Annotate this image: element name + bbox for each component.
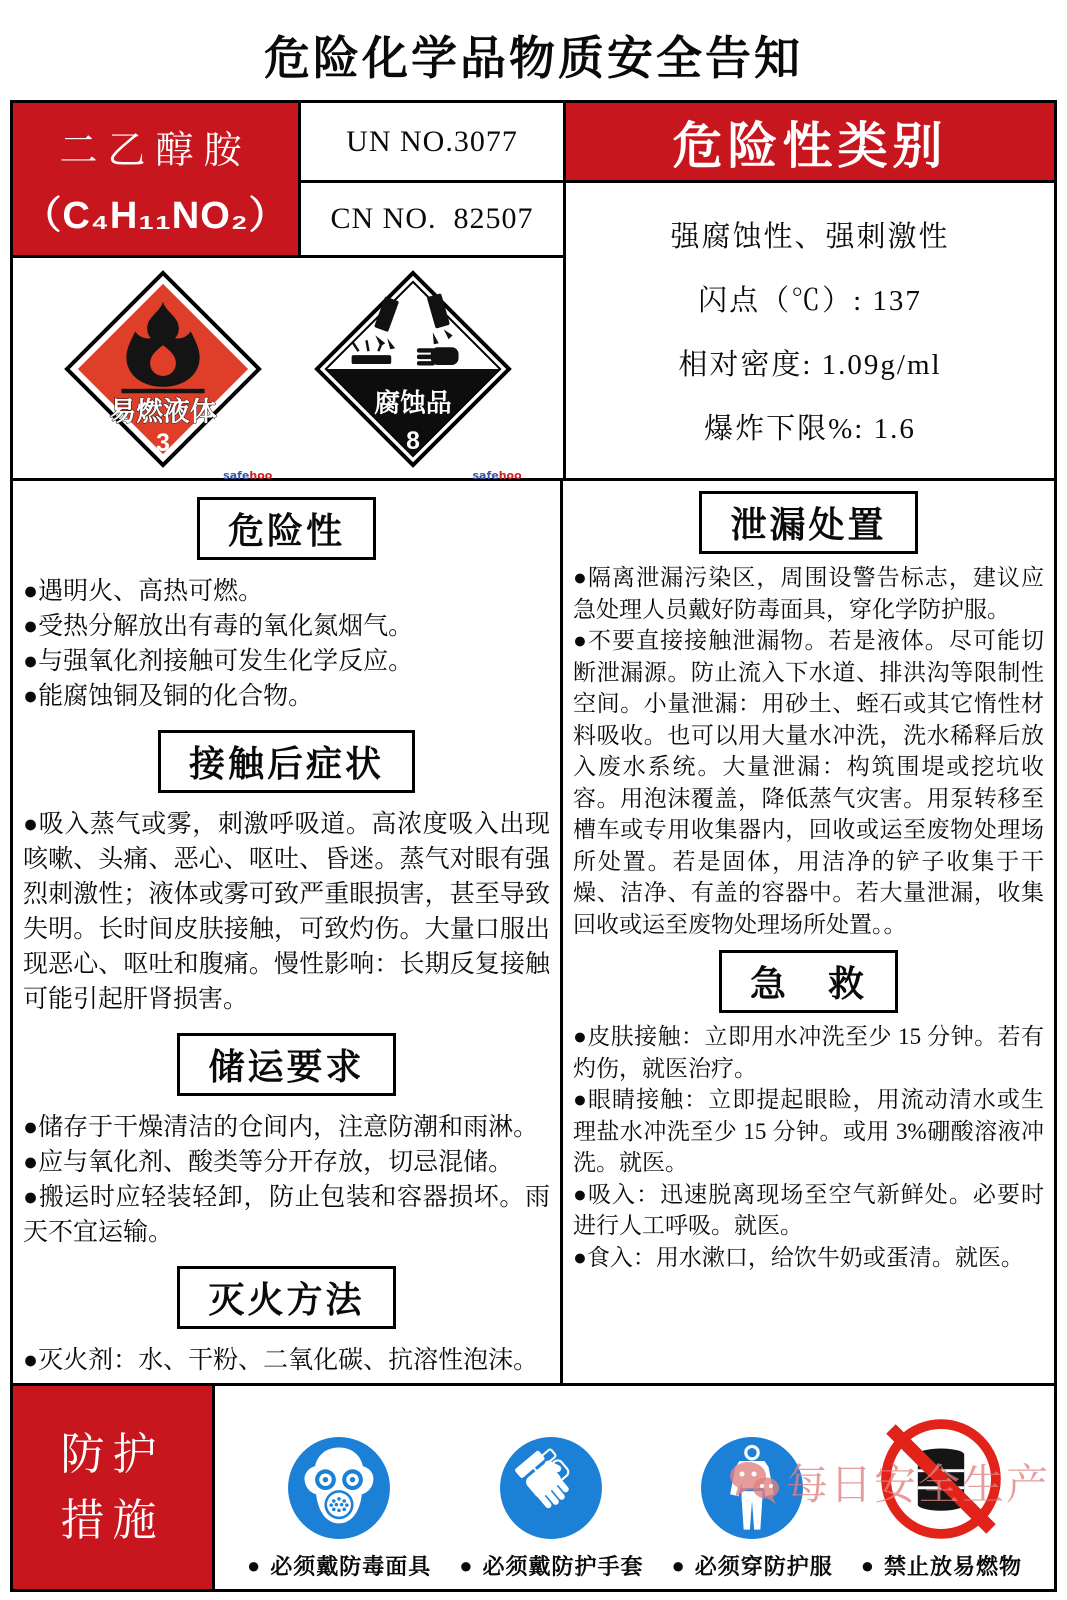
ppe-label: ● 必须戴防毒面具	[246, 1552, 432, 1579]
cn-number: CN NO. 82507	[301, 183, 563, 258]
section-heading: 灭火方法	[177, 1266, 395, 1329]
no-flammables-icon	[880, 1418, 1002, 1540]
label-bullet: ●	[459, 1552, 474, 1578]
section-bullet: ●搬运时应轻装轻卸，防止包装和容器损坏。雨天不宜运输。	[23, 1184, 550, 1246]
hazard-property-line: 相对密度: 1.09g/ml	[678, 349, 942, 381]
ppe-item-gas-mask	[247, 1436, 431, 1581]
brand-watermark-text: 每日安全生产	[785, 1463, 1050, 1509]
header-section	[13, 103, 1054, 481]
section-bullet: ●食入：用水漱口，给饮牛奶或蛋清。就医。	[573, 1244, 1024, 1270]
corrosive-diamond-label: 腐蚀品	[374, 389, 452, 418]
section-heading: 泄漏处置	[699, 491, 917, 554]
ppe-icons-row	[215, 1386, 1054, 1589]
section-bullet: ●受热分解放出有毒的氧化氮烟气。	[23, 613, 414, 640]
section-heading: 急 救	[719, 950, 898, 1013]
flammable-liquid-icon	[64, 270, 262, 468]
hazard-property-line: 爆炸下限%: 1.6	[704, 413, 916, 445]
section-bullet: ●储存于干燥清洁的仓间内，注意防潮和雨淋。	[23, 1114, 539, 1141]
ppe-label: ● 禁止放易燃物	[860, 1552, 1022, 1579]
ppe-label: ● 必须穿防护服	[671, 1552, 833, 1579]
section-bullet: ●应与氧化剂、酸类等分开存放，切忌混储。	[23, 1149, 514, 1176]
section-bullet: ●皮肤接触：立即用水冲洗至少 15 分钟。若有灼伤，就医治疗。	[573, 1024, 1044, 1081]
section-bullet: ●吸入：迅速脱离现场至空气新鲜处。必要时进行人工呼吸。就医。	[573, 1181, 1044, 1238]
hazard-properties	[563, 183, 1054, 478]
chemical-name-cell	[13, 103, 301, 258]
page-title: 危险化学品物质安全告知	[264, 31, 803, 85]
left-column	[13, 481, 563, 1383]
corrosive-class-number: 8	[405, 428, 420, 456]
section-bullet: ●隔离泄漏污染区，周围设警告标志，建议应急处理人员戴好防毒面具，穿化学防护服。	[573, 565, 1044, 622]
section-bullet: ●能腐蚀铜及铜的化合物。	[23, 683, 314, 710]
un-number: UN NO.3077	[301, 103, 563, 183]
hazard-property-line: 闪点（℃）: 137	[698, 285, 922, 317]
prohibition-item-flammables	[861, 1418, 1022, 1581]
protection-title-cell	[13, 1386, 215, 1589]
gas-mask-icon	[287, 1436, 391, 1540]
ppe-label: ● 必须戴防护手套	[459, 1552, 644, 1579]
flammable-liquid-diamond	[64, 270, 273, 482]
label-bullet: ●	[860, 1552, 875, 1578]
section-bullet: ●眼睛接触：立即提起眼睑，用流动清水或生理盐水冲洗至少 15 分钟。或用 3%硼酸溶液冲洗。就医。	[573, 1087, 1044, 1175]
protective-gloves-icon	[499, 1436, 603, 1540]
protection-section	[13, 1383, 1054, 1589]
hazard-diamonds	[13, 258, 563, 482]
hazard-class-header: 危险性类别	[563, 103, 1054, 183]
protection-title-line1: 防护	[60, 1429, 165, 1479]
section-heading: 危险性	[197, 497, 376, 560]
flammable-diamond-label: 易燃液体	[109, 396, 217, 427]
section-bullet: ●吸入蒸气或雾，刺激呼吸道。高浓度吸入出现咳嗽、头痛、恶心、呕吐、昏迷。蒸气对眼有强烈刺激性；液体或雾可致严重眼损害，甚至导致失明。长时间皮肤接触，可致灼伤。大量口服出现恶心、呕吐和腹痛。慢性影响：长期反复接触可能引起肝肾损害。	[23, 811, 550, 1013]
protection-title-line2: 措施	[60, 1495, 165, 1545]
chemical-name: 二乙醇胺	[59, 130, 252, 172]
label-bullet: ●	[246, 1552, 262, 1578]
corrosive-icon	[314, 270, 512, 468]
safehoo-watermark: safehoo	[223, 469, 273, 482]
safehoo-watermark: safehoo	[472, 469, 522, 482]
ppe-item-gloves	[459, 1436, 643, 1581]
flammable-class-number: 3	[156, 430, 171, 458]
section-bullet: ●不要直接接触泄漏物。若是液体。尽可能切断泄漏源。防止流入下水道、排洪沟等限制性空间。小量泄漏：用砂土、蛭石或其它惰性材料吸收。也可以用大量水冲洗，洗水稀释后放入废水系统。大量泄漏：构筑围堤或挖坑收容。用泡沫覆盖，降低蒸气灾害。用泵转移至槽车或专用收集器内，回收或运至废物处理场所处置。若是固体，用洁净的铲子收集于干燥、洁净、有盖的容器中。若大量泄漏，收集回收或运至废物处理场所处置。。	[573, 628, 1044, 937]
section-heading: 接触后症状	[158, 730, 415, 793]
chemical-formula: （C₄H₁₁NO₂）	[23, 195, 288, 237]
right-column	[563, 481, 1054, 1383]
label-bullet: ●	[671, 1552, 686, 1578]
body-section	[13, 481, 1054, 1383]
section-bullet: ●遇明火、高热可燃。	[23, 578, 264, 605]
ppe-item-suit	[671, 1436, 832, 1581]
safety-notice-table	[10, 100, 1057, 1592]
section-bullet: ●灭火剂：水、干粉、二氧化碳、抗溶性泡沫。	[23, 1347, 539, 1374]
section-bullet: ●与强氧化剂接触可发生化学反应。	[23, 648, 414, 675]
section-heading: 储运要求	[177, 1033, 395, 1096]
corrosive-diamond	[314, 270, 522, 482]
protective-suit-icon	[700, 1436, 804, 1540]
hazard-property-line: 强腐蚀性、强刺激性	[670, 221, 950, 253]
